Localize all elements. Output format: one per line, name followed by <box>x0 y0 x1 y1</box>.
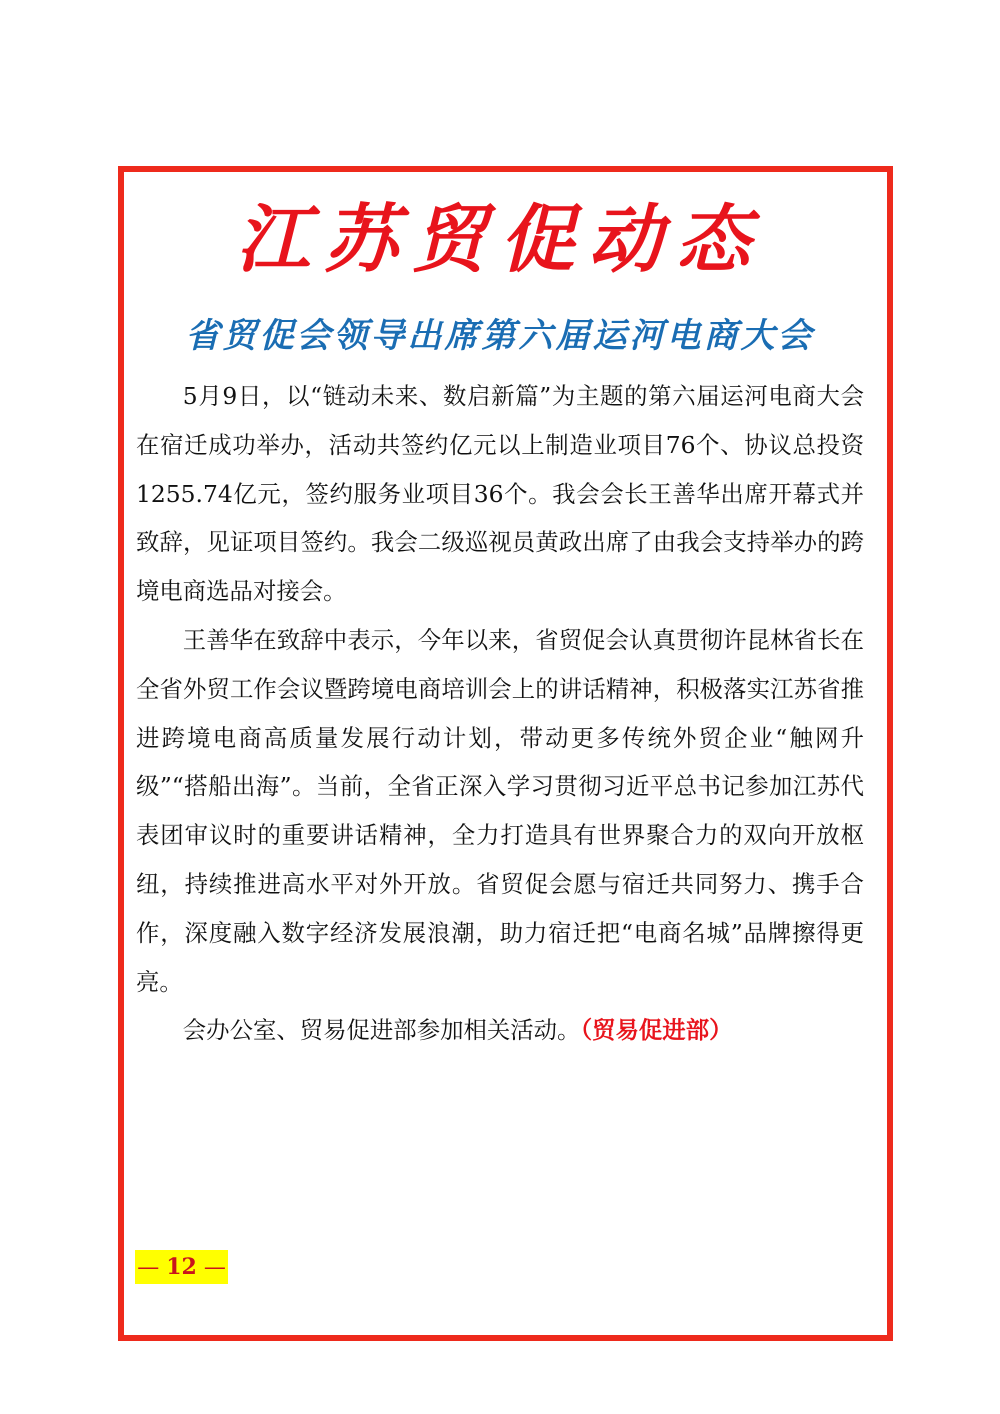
paragraph-3-text: 会办公室、贸易促进部参加相关活动。 <box>182 1016 581 1045</box>
paragraph-3 <box>136 1006 864 1055</box>
paragraph-1: 5月9日，以“链动未来、数启新篇”为主题的第六届运河电商大会在宿迁成功举办，活动共签约亿元以上制造业项目76个、协议总投资1255.74亿元，签约服务业项目36个。我会会长王善华出席开幕式并致辞，见证项目签约。我会二级巡视员黄政出席了由我会支持举办的跨境电商选品对接会。 <box>136 382 864 606</box>
source-attribution: （贸易促进部） <box>580 1016 733 1045</box>
page-number: 12 <box>166 1254 197 1280</box>
page-dash-right: — <box>203 1255 226 1280</box>
masthead-title: 江苏贸促动态 <box>236 197 764 283</box>
paragraph-2: 王善华在致辞中表示，今年以来，省贸促会认真贯彻许昆林省长在全省外贸工作会议暨跨境电商培训会上的讲话精神，积极落实江苏省推进跨境电商高质量发展行动计划，带动更多传统外贸企业“触网升级”“搭船出海”。当前，全省正深入学习贯彻习近平总书记参加江苏代表团审议时的重要讲话精神，全力打造具有世界聚合力的双向开放枢纽，持续推进高水平对外开放。省贸促会愿与宿迁共同努力、携手合作，深度融入数字经济发展浪潮，助力宿迁把“电商名城”品牌擦得更亮。 <box>136 625 864 996</box>
page-number-badge <box>135 1250 228 1284</box>
article-body <box>136 372 864 1055</box>
page-dash-left: — <box>137 1255 160 1280</box>
article-headline: 省贸促会领导出席第六届运河电商大会 <box>185 316 815 356</box>
